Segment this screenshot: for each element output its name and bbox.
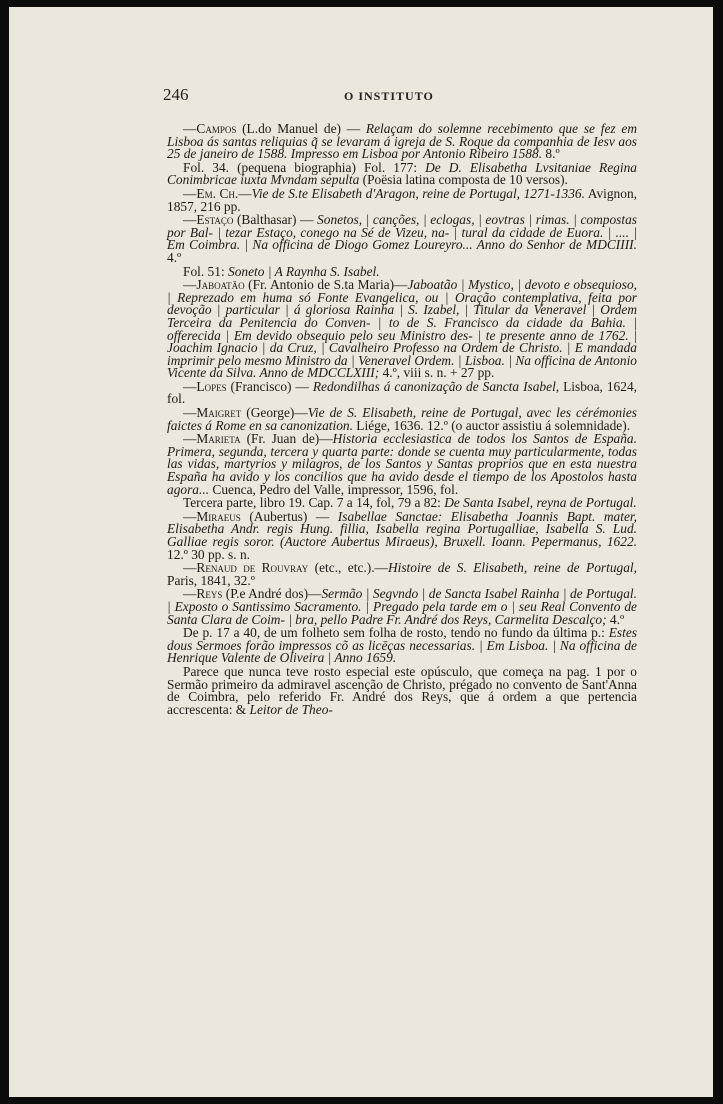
entry-renaud: —Renaud de Rouvray (etc., etc.).—Histoire de S. Elisabeth, reine de Portugal, Paris, 1841, 32.º (167, 560, 637, 588)
title-italic: Vie de S. Elisabeth, reine de Portugal, avec les cérémonies faictes á Rome en sa canonization. (167, 405, 637, 433)
author-name: Miraeus (196, 508, 241, 524)
author-name: Em. Ch. (196, 185, 239, 201)
author-name: Reys (196, 586, 223, 602)
author-name: Campos (196, 121, 237, 136)
author-name: Renaud de Rouvray (196, 560, 309, 576)
title-italic: Sonetos, | canções, | eclogas, | eovtras | rimas. | compostas por Bal- | tezar Estaço, conego na Sé de Vizeu, na- | tural da cidade de Euora. | .... | Em Coimbra. | Na officina de Diogo Gomez Loureyro... Anno do Senhor de MDCIIII. (167, 212, 637, 253)
entry-campos: —Campos (L.do Manuel de) — Relaçam do solemne recebimento que se fez em Lisboa ás santas reliquias q̃ se levaram á igreja de S. Roque da companhia de Iesv aos 25 de janeiro de 1588. Impresso em Lisboa por Antonio Ribeiro 1588. 8.º (167, 121, 637, 162)
author-name: Maigret (196, 405, 242, 421)
author-name: Estaço (196, 212, 234, 228)
entry-maigret: —Maigret (George)—Vie de S. Elisabeth, reine de Portugal, avec les cérémonies faictes á Rome en sa canonization. Liége, 1636. 12.º (o auctor assistiu á solemnidade). (167, 405, 637, 433)
note-paragraph: De p. 17 a 40, de um folheto sem folha de rosto, tendo no fundo da última p.: Estes dous Sermoes forão impressos cõ as licēças necessarias. | Em Lisboa. | Na officina de Henrique Valente de Oliveira | Anno 1659. (167, 625, 637, 666)
title-italic: Jaboatão | Mystico, | devoto e obsequioso, | Reprezado em huma só Fonte Evangelica, ou | Oração contemplativa, feita por devoção | particular | á gloriosa Rainha | S. Izabel, | Titular da Veneravel | Ordem Terceira da Penitencia do Conven- | to de S. Francisco da cidade da Bahia. | offerecida | Em devido obsequio pelo seu Ministro des- | te presente anno de 1762. | Joachim Ignacio | da Cruz, | Cavalheiro Professo na Ordem de Christo. | E mandada imprimir pelo mesmo Ministro da | Veneravel Ordem. | Lisboa. | Na officina de Antonio Vicente da Silva. Anno de MDCCLXIII; (167, 277, 637, 381)
title-italic: Sermão | Segvndo | de Sancta Isabel Rainha | de Portugal. | Exposto o Santissimo Sacramento. | Pregado pela tarde em o | seu Real Convento de Santa Clara de Coim- | bra, pello Padre Fr. André dos Reys, Carmelita Descalço; (167, 586, 638, 627)
running-title: O INSTITUTO (344, 89, 434, 103)
note-paragraph: Fol. 34. (pequena biographia) Fol. 177: De D. Elisabetha Lvsitaniae Regina Conimbricae iuxta Mvndam sepulta (Poësia latina composta de 10 versos). (167, 159, 637, 188)
title-italic: De D. Elisabetha Lvsitaniae Regina Conimbricae iuxta Mvndam sepulta (167, 159, 637, 188)
title-italic: Historia ecclesiastica de todos los Santos de España. Primera, segunda, tercera y quarta parte: donde se cuenta muy particularmente, todas las vidas, martyrios y milagros, de los Santos y Santas proprios que en esta nuestra España ha avido y los concilios que ha avido desde el tiempo de los Apostolos hasta agora... (167, 431, 637, 497)
bibliography-text (167, 123, 637, 717)
entry-marieta: —Marieta (Fr. Juan de)—Historia ecclesiastica de todos los Santos de España. Primera, segunda, tercera y quarta parte: donde se cuenta muy particularmente, todas las vidas, martyrios y milagros, de los Santos y Santas proprios que en esta nuestra España ha avido y los concilios que ha avido desde el tiempo de los Apostolos hasta agora... Cuenca, Pedro del Valle, impressor, 1596, fol. (167, 431, 637, 497)
entry-em-ch: —Em. Ch.—Vie de S.te Elisabeth d'Aragon, reine de Portugal, 1271-1336. Avignon, 1857, 216 pp. (167, 185, 637, 214)
author-name: Jaboatão (196, 277, 245, 293)
entry-lopes: —Lopes (Francisco) — Redondilhas á canonização de Sancta Isabel, Lisboa, 1624, fol. (167, 378, 637, 407)
title-italic: Soneto | A Raynha S. Isabel. (228, 263, 380, 279)
entry-estaco: —Estaço (Balthasar) — Sonetos, | canções, | eclogas, | eovtras | rimas. | compostas por Bal- | tezar Estaço, conego na Sé de Vizeu, na- | tural da cidade de Euora. | .... | Em Coimbra. | Na officina de Diogo Gomez Loureyro... Anno do Senhor de MDCIIII. 4.º (167, 212, 637, 265)
title-italic: Redondilhas á canonização de Sancta Isabel, (312, 378, 560, 394)
entry-reys: —Reys (P.e André dos)—Sermão | Segvndo | de Sancta Isabel Rainha | de Portugal. | Exposto o Santissimo Sacramento. | Pregado pela tarde em o | seu Real Convento de Santa Clara de Coim- | bra, pello Padre Fr. André dos Reys, Carmelita Descalço; 4.º (167, 586, 638, 627)
book-page (9, 7, 713, 1097)
page-header (9, 85, 713, 111)
note-paragraph: Fol. 51: Soneto | A Raynha S. Isabel. (183, 263, 380, 279)
title-italic: Isabellae Sanctae: Elisabetha Joannis Bapt. mater, Elisabetha Andr. regis Hung. fillia, Isabella regina Portugalliae, Isabella S. Lud. Galliae regis soror. (Auctore Aubertus Miraeus), Bruxell. Ioann. Pepermanus, 1622. (167, 508, 637, 549)
title-italic: De Santa Isabel, reyna de Portugal. (444, 495, 637, 511)
title-italic: Histoire de S. Elisabeth, reine de Portugal, (387, 560, 637, 576)
title-italic: Relaçam do solemne recebimento que se fez em Lisboa ás santas reliquias q̃ se levaram á igreja de S. Roque da companhia de Iesv aos 25 de janeiro de 1588. Impresso em Lisboa por Antonio Ribeiro 1588. (167, 121, 637, 162)
entry-jaboatao: —Jaboatão (Fr. Antonio de S.ta Maria)—Jaboatão | Mystico, | devoto e obsequioso, | Reprezado em huma só Fonte Evangelica, ou | Oração contemplativa, feita por devoção | particular | á gloriosa Rainha | S. Izabel, | Titular da Veneravel | Ordem Terceira da Penitencia do Conven- | to de S. Francisco da cidade da Bahia. | offerecida | Em devido obsequio pelo seu Ministro des- | te presente anno de 1762. | Joachim Ignacio | da Cruz, | Cavalheiro Professo na Ordem de Christo. | E mandada imprimir pelo mesmo Ministro da | Veneravel Ordem. | Lisboa. | Na officina de Antonio Vicente da Silva. Anno de MDCCLXIII; 4.º, viii s. n. + 27 pp. (167, 277, 637, 381)
page-number: 246 (163, 85, 189, 104)
author-name: Marieta (196, 431, 241, 447)
author-name: Lopes (196, 378, 227, 394)
note-paragraph: Tercera parte, libro 19. Cap. 7 a 14, fol, 79 a 82: De Santa Isabel, reyna de Portugal. (183, 495, 637, 511)
entry-miraeus: —Miraeus (Aubertus) — Isabellae Sanctae: Elisabetha Joannis Bapt. mater, Elisabetha Andr. regis Hung. fillia, Isabella regina Portugalliae, Isabella S. Lud. Galliae regis soror. (Auctore Aubertus Miraeus), Bruxell. Ioann. Pepermanus, 1622. 12.º 30 pp. s. n. (167, 508, 637, 562)
note-paragraph: Parece que nunca teve rosto especial este opúsculo, que começa na pag. 1 por o Sermão primeiro da admiravel ascenção de Christo, prégado no convento de Sant'Anna de Coimbra, pelo referido Fr. André dos Reys, que á ordem a que pertencia accrescenta: & Leitor de Theo- (167, 663, 637, 717)
title-italic: Estes dous Sermoes forão impressos cõ as licēças necessarias. | Em Lisboa. | Na officina de Henrique Valente de Oliveira | Anno 1659. (167, 625, 637, 666)
title-italic: Leitor de Theo- (249, 701, 333, 717)
title-italic: Vie de S.te Elisabeth d'Aragon, reine de Portugal, 1271-1336. (251, 185, 585, 201)
